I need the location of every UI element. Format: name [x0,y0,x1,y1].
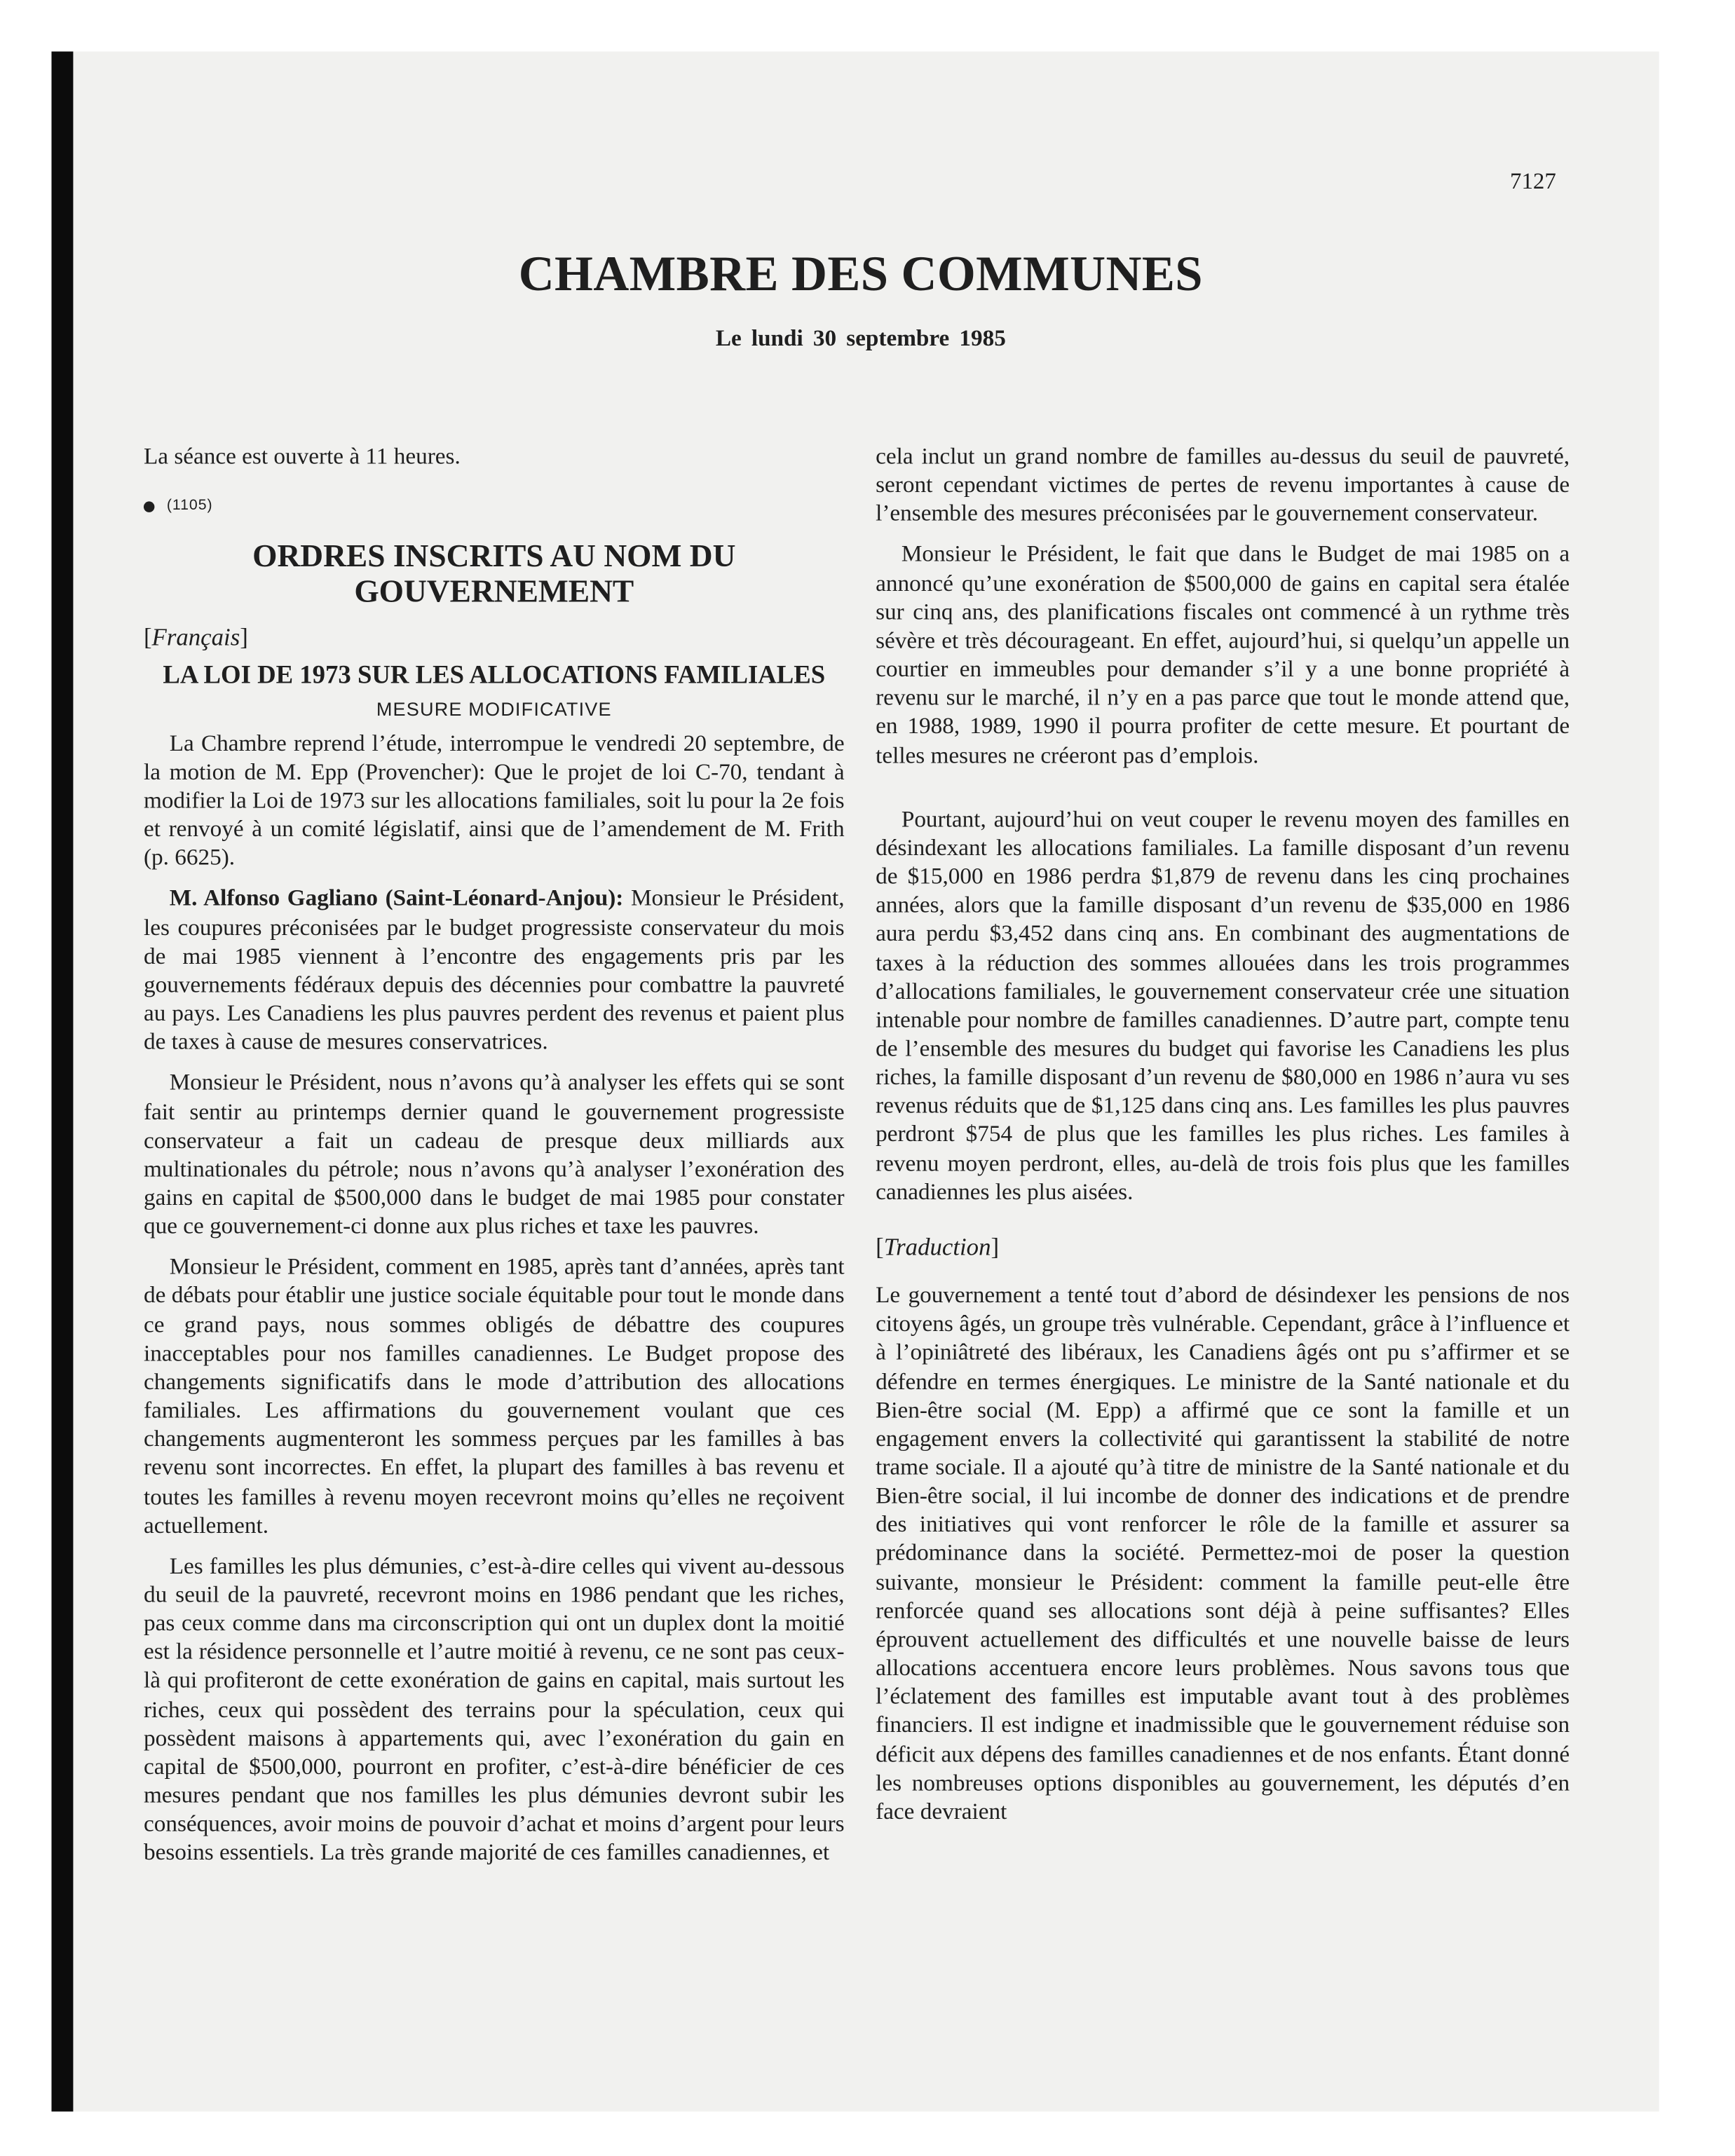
sitting-date: Le lundi 30 septembre 1985 [715,325,1006,351]
right-column [876,442,1570,1825]
bullet-icon [144,501,154,512]
speech-paragraph: Monsieur le Président, comment en 1985, après tant d’années, après tant de débats pour établir une justice sociale équitable pour tout le monde dans ce grand pays, nous sommes obligés de débattre des coupures inacceptables pour nos familles canadiennes. Le Budget propose des changements significatifs dans le mode d’attribution des allocations familiales. Les affirmations du gouvernement voulant que ces changements augmenteront les sommess perçues par les familles à bas revenu sont incorrectes. En effet, la plupart des familles à bas revenu et toutes les familles à revenu moyen recevront moins qu’elles ne reçoivent actuellement. [143,1254,845,1538]
scan-edge [51,51,73,2111]
language-tag: [Français] [143,624,248,651]
left-column [144,442,845,1867]
bill-subtitle: MESURE MODIFICATIVE [376,698,612,721]
page-number: 7127 [1510,168,1556,194]
language-tag: [Traduction] [876,1233,1000,1261]
speech-paragraph: Les familles les plus démunies, c’est-à-dire celles qui vivent au-dessous du seuil de la pauvreté, recevront moins en 1986 pendant que les riches, pas ceux comme dans ma circonscription qui ont un duplex dont la moitié est la résidence personnelle et l’autre moitié à revenu, ce ne sont pas ceux-là qui profiteront de cette exonération de gains en capital, mais surtout les riches, ceux qui possèdent des terrains pour la spéculation, ceux qui possèdent maisons à appartements qui, avec l’exonération du gain en capital de $500,000, pourront en profiter, c’est-à-dire bénéficier de ces mesures pendant que nos familles les plus démunies devront subir les conséquences, avoir moins de pouvoir d’achat et moins d’argent pour leurs besoins essentiels. La très grande majorité de ces familles canadiennes, et [143,1553,845,1866]
language-tag-text: Traduction [883,1233,991,1261]
bill-title: LA LOI DE 1973 SUR LES ALLOCATIONS FAMILIALES [163,662,826,691]
speech-paragraph [144,884,845,1056]
section-title [144,540,845,610]
house-title: CHAMBRE DES COMMUNES [518,245,1203,301]
timecode-text: (1105) [166,497,213,514]
section-title-line: ORDRES INSCRITS AU NOM DU [252,540,736,575]
section-title-line: GOUVERNEMENT [354,575,634,610]
language-tag-text: Français [151,624,240,651]
speech-paragraph: Monsieur le Président, nous n’avons qu’à analyser les effets qui se sont fait sentir au printemps dernier quand le gouvernement progressiste conservateur a fait un cadeau de presque deux milliards aux multinationales du pétrole; nous n’avons qu’à analyser l’exonération des gains en capital de $500,000 dans le budget de mai 1985 pour constater que ce gouvernement-ci donne aux plus riches et taxe les pauvres. [143,1070,845,1239]
speech-text: Monsieur le Président, les coupures préconisées par le budget progressiste conservateur du mois de mai 1985 viennent à l’encontre des engagements pris par les gouvernements fédéraux depuis des décennies pour combattre la pauvreté au pays. Les Canadiens les plus pauvres perdent des revenus et paient plus de taxes à cause de mesures conservatrices. [143,885,845,1055]
speech-paragraph: Monsieur le Président, le fait que dans le Budget de mai 1985 on a annoncé qu’une exonération de $500,000 de gains en capital sera étalée sur cinq ans, des planifications fiscales ont commencé à un rythme très sévère et très décourageant. En effet, aujourd’hui, si quelqu’un appelle un courtier en immeubles pour demander s’il y a une bonne propriété à revenu sur le marché, il n’y en a pas parce que tout le monde attend que, en 1988, 1989, 1990 il pourra profiter de cette mesure. Et pourtant de telles mesures ne créeront pas d’emplois. [876,541,1570,768]
speaker-name: M. Alfonso Gagliano (Saint-Léonard-Anjou): [169,885,624,912]
timecode [144,492,845,521]
speech-paragraph: Pourtant, aujourd’hui on veut couper le revenu moyen des familles en désindexant les allocations familiales. La famille disposant d’un revenu de $15,000 en 1986 perdra $1,879 de revenu dans les cinq prochaines années, alors que la famille disposant d’un revenu de $35,000 en 1986 aura perdu $3,452 dans cinq ans. En combinant des augmentations de taxes à la réduction des sommes allouées dans les trois programmes d’allocations familiales, le gouvernement conservateur crée une situation intenable pour nombre de familles canadiennes. D’autre part, compte tenu de l’ensemble des mesures du budget qui favorise les Canadiens les plus riches, la famille disposant d’un revenu de $80,000 en 1986 n’aura vu ses revenus réduits que de $1,125 dans cinq ans. Les familles les plus pauvres perdront $754 de plus que les familles les plus riches. Les familes à revenu moyen perdront, elles, au-delà de trois fois plus que les familles canadiennes les plus aisées. [876,805,1570,1205]
opening-line: La séance est ouverte à 11 heures. [143,443,461,470]
proceedings-paragraph: La Chambre reprend l’étude, interrompue le vendredi 20 septembre, de la motion de M. Epp (Provencher): Que le projet de loi C-70, tendant à modifier la Loi de 1973 sur les allocations familiales, soit lu pour la 2e fois et renvoyé à un comité législatif, ainsi que de l’amendement de M. Frith (p. 6625). [143,730,845,871]
speech-paragraph: cela inclut un grand nombre de familles au-dessus du seuil de pauvreté, seront cependant victimes de pertes de revenu importantes à cause de l’ensemble des mesures préconisées par le gouvernement conservateur. [876,443,1570,526]
speech-paragraph: Le gouvernement a tenté tout d’abord de désindexer les pensions de nos citoyens âgés, un groupe très vulnérable. Cependant, grâce à l’influence et à l’opiniâtreté des libéraux, les Canadiens âgés ont pu s’affirmer et se défendre en termes énergiques. Le ministre de la Santé nationale et du Bien-être social (M. Epp) a affirmé que ce sont la famille et un engagement envers la collectivité qui garantissent la stabilité de notre trame sociale. Il a ajouté qu’à titre de ministre de la Santé nationale et du Bien-être social, il lui incombe de donner des indications et de prendre des initiatives qui vont renforcer le rôle de la famille et assurer sa prédominance dans la société. Permettez-moi de poser la question suivante, monsieur le Président: comment la famille peut-elle être renforcée quand ses allocations sont déjà à peine suffisantes? Elles éprouvent actuellement des difficultés et une nouvelle baisse de leurs allocations accentuera encore leurs problèmes. Nous savons tous que l’éclatement des familles est imputable avant tout à des problèmes financiers. Il est indigne et inadmissible que le gouvernement réduise son déficit aux dépens des familles canadiennes et de nos enfants. Étant donné les nombreuses options disponibles au gouvernement, les députés d’en face devraient [876,1282,1570,1824]
